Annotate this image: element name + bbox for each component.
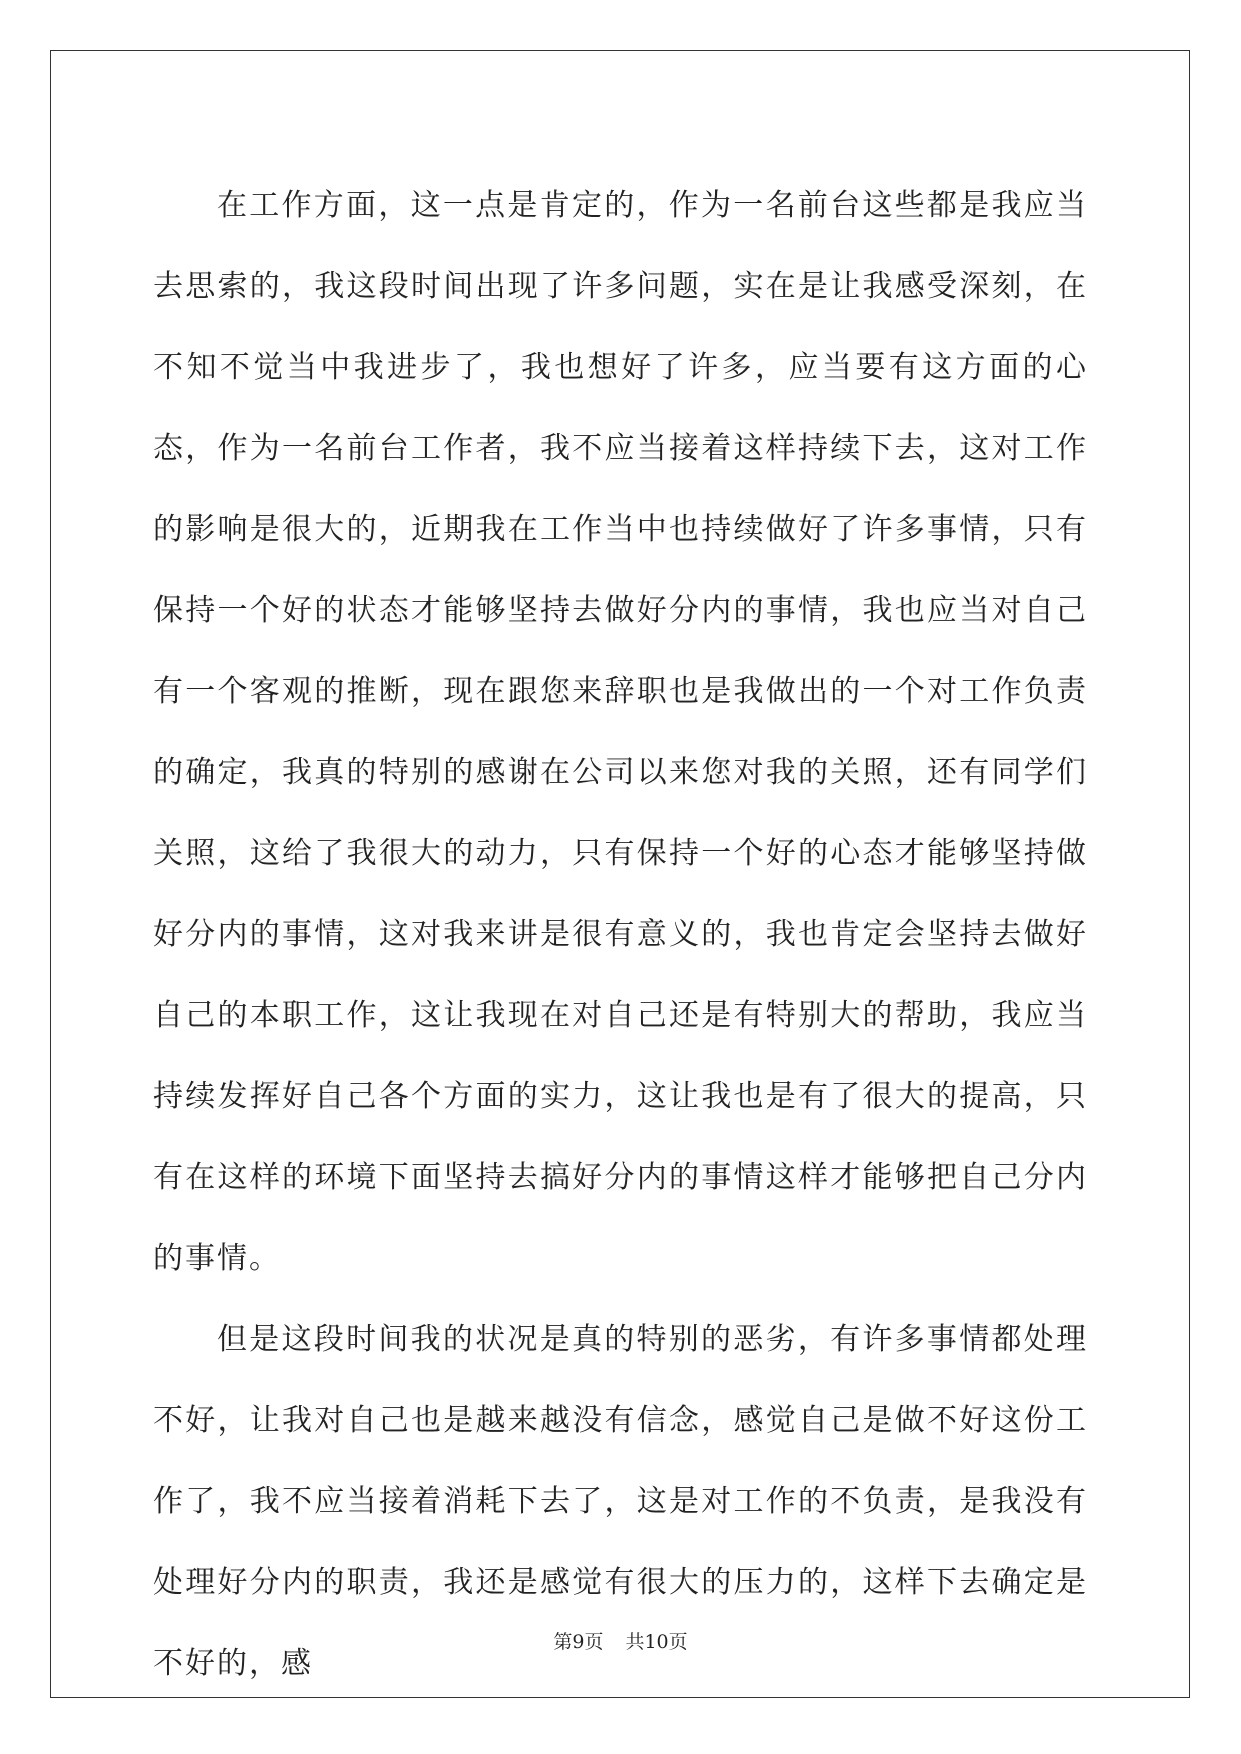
document-body	[153, 165, 1088, 1704]
page-footer	[0, 1630, 1241, 1654]
page-total: 共10页	[625, 1631, 688, 1653]
paragraph-1: 在工作方面，这一点是肯定的，作为一名前台这些都是我应当去思索的，我这段时间出现了许多问题，实在是让我感受深刻，在不知不觉当中我进步了，我也想好了许多，应当要有这方面的心态，作为一名前台工作者，我不应当接着这样持续下去，这对工作的影响是很大的，近期我在工作当中也持续做好了许多事情，只有保持一个好的状态才能够坚持去做好分内的事情，我也应当对自己有一个客观的推断，现在跟您来辞职也是我做出的一个对工作负责的确定，我真的特别的感谢在公司以来您对我的关照，还有同学们关照，这给了我很大的动力，只有保持一个好的心态才能够坚持做好分内的事情，这对我来讲是很有意义的，我也肯定会坚持去做好自己的本职工作，这让我现在对自己还是有特别大的帮助，我应当持续发挥好自己各个方面的实力，这让我也是有了很大的提高，只有在这样的环境下面坚持去搞好分内的事情这样才能够把自己分内的事情。	[153, 188, 1088, 1276]
paragraph-2: 但是这段时间我的状况是真的特别的恶劣，有许多事情都处理不好，让我对自己也是越来越没有信念，感觉自己是做不好这份工作了，我不应当接着消耗下去了，这是对工作的不负责，是我没有处理好分内的职责，我还是感觉有很大的压力的，这样下去确定是不好的，感	[153, 1322, 1088, 1681]
page-number: 第9页	[553, 1631, 604, 1653]
